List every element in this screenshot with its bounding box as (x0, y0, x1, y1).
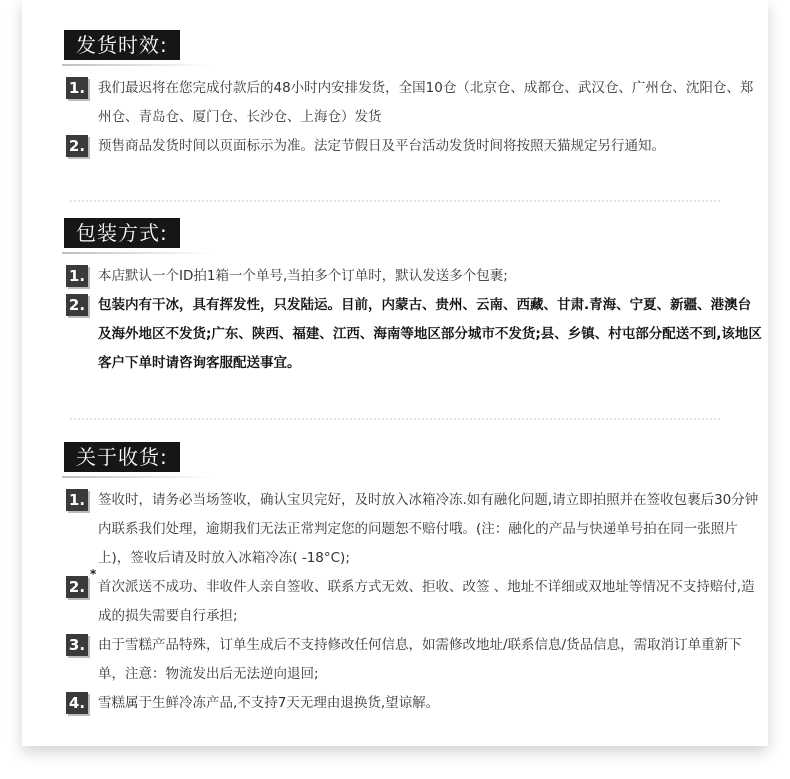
item-number-badge: 2. (66, 576, 88, 598)
item-number-badge: 3. (66, 634, 88, 656)
list-item (42, 291, 762, 378)
item-text: 我们最迟将在您完成付款后的48小时内安排发货，全国10仓（北京仓、成都仓、武汉仓、广州仓、沈阳仓、郑州仓、青岛仓、厦门仓、长沙仓、上海仓）发货 (98, 80, 754, 125)
item-number-badge: 1. (66, 77, 88, 99)
item-text: 本店默认一个ID拍1箱一个单号,当拍多个订单时，默认发送多个包裹; (98, 268, 508, 284)
item-text: 雪糕属于生鲜冷冻产品,不支持7天无理由退换货,望谅解。 (98, 695, 440, 711)
item-number-badge: 1. (66, 489, 88, 511)
list-item (42, 74, 762, 132)
item-number-badge: 4. (66, 692, 88, 714)
item-number-badge: 2. (66, 135, 88, 157)
receiving-heading: 关于收货: (64, 442, 180, 472)
list-item (42, 262, 762, 291)
list-item (42, 132, 762, 161)
item-text: 首次派送不成功、非收件人亲自签收、联系方式无效、拒收、改签 、地址不详细或双地址等情况不支持赔付,造成的损失需要自行承担; (98, 579, 755, 624)
list-item (42, 486, 762, 573)
shipping-section (42, 30, 762, 161)
receiving-section (42, 442, 762, 718)
divider (70, 418, 720, 420)
item-text: 签收时，请务必当场签收，确认宝贝完好，及时放入冰箱冷冻.如有融化问题,请立即拍照并在签收包裹后30分钟内联系我们处理，逾期我们无法正常判定您的问题恕不赔付哦。(注：融化的产品与快递单号拍在同一张照片上)，签收后请及时放入冰箱冷冻( -18°C); (98, 492, 759, 566)
item-number-badge: 2. (66, 294, 88, 316)
list-item (42, 631, 762, 689)
asterisk-mark: * (90, 567, 97, 581)
shipping-heading: 发货时效: (64, 30, 180, 60)
list-item (42, 689, 762, 718)
item-text: 由于雪糕产品特殊，订单生成后不支持修改任何信息，如需修改地址/联系信息/货品信息，需取消订单重新下单，注意：物流发出后无法逆向退回; (98, 637, 742, 682)
item-text: 包装内有干冰，具有挥发性，只发陆运。目前，内蒙古、贵州、云南、西藏、甘肃.青海、宁夏、新疆、港澳台及海外地区不发货;广东、陕西、福建、江西、海南等地区部分城市不发货;县、乡镇、村屯部分配送不到,该地区客户下单时请咨询客服配送事宜。 (98, 297, 762, 371)
packaging-section (42, 218, 762, 378)
item-number-badge: 1. (66, 265, 88, 287)
list-item (42, 567, 762, 631)
divider (70, 200, 720, 202)
packaging-heading: 包装方式: (64, 218, 180, 248)
item-text: 预售商品发货时间以页面标示为准。法定节假日及平台活动发货时间将按照天猫规定另行通知。 (98, 138, 665, 154)
